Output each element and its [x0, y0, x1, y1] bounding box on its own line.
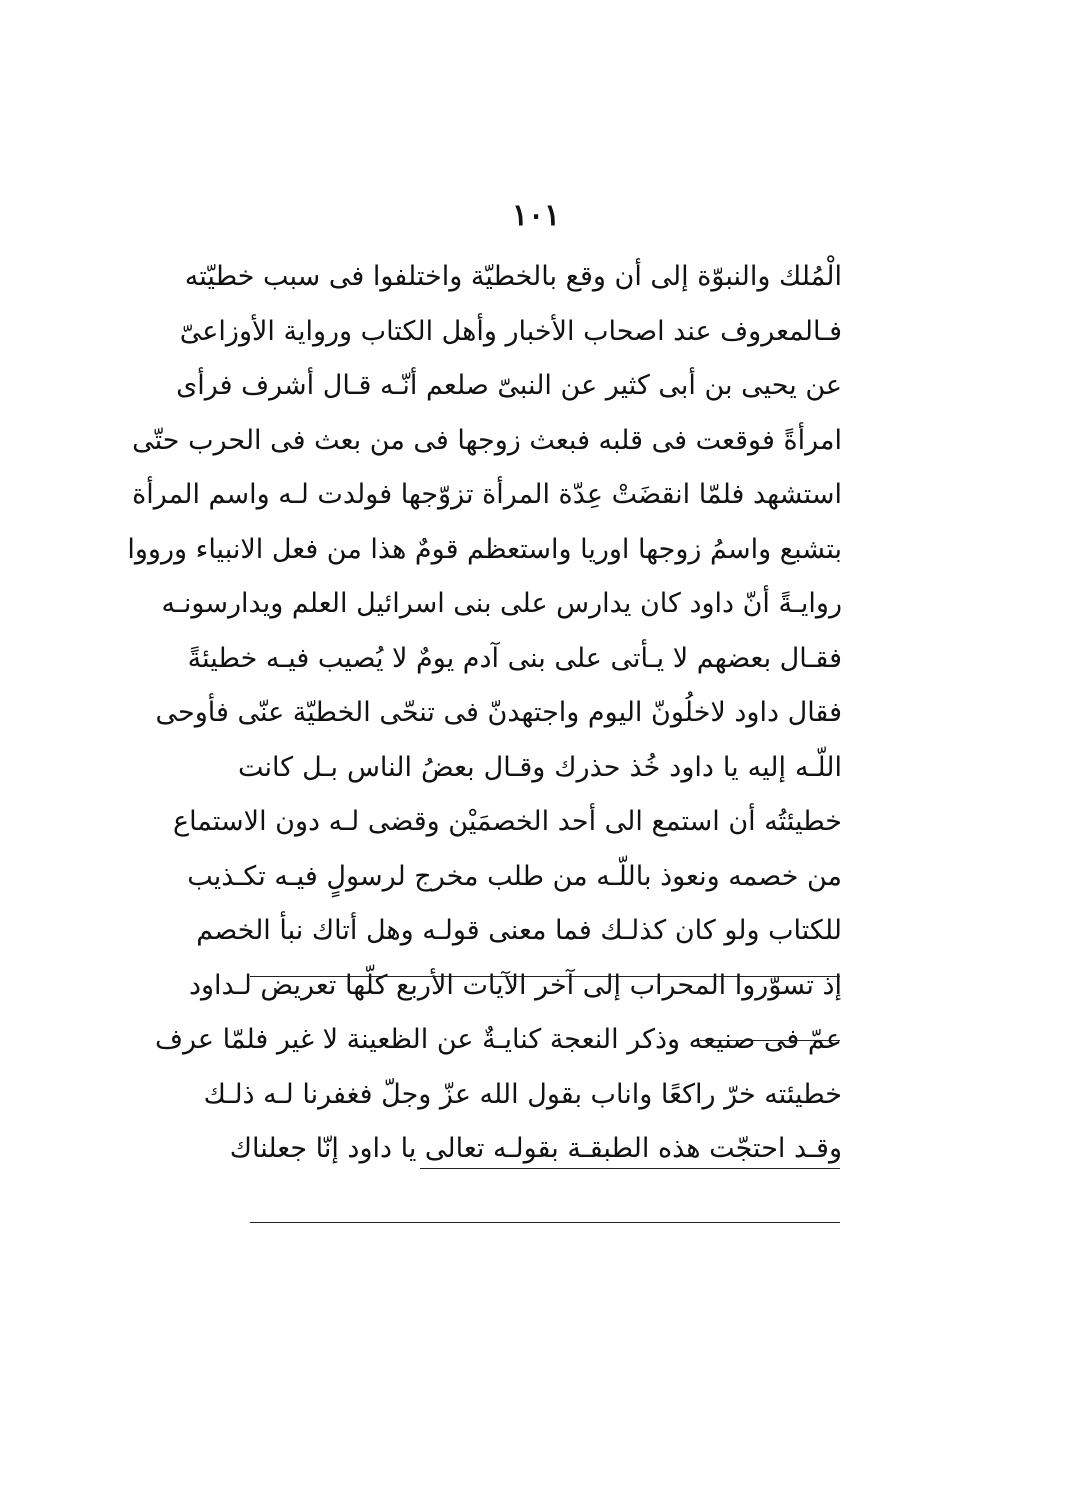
text-line: فقـال بعضهم لا يـأتى على بنى آدم يومٌ لا يُصيب فيـه خطيئةً [187, 642, 842, 674]
text-line: فـالمعروف عند اصحاب الأخبار وأهل الكتاب ورواية الأوزاعىّ [179, 315, 842, 347]
text-line: امرأةً فوقعت فى قلبه فبعث زوجها فى من بعث فى الحرب حتّى [132, 424, 842, 456]
text-line: إذ تسوّروا المحراب إلى آخر الآيات الأربع كلّها تعريض لـداود [188, 969, 842, 1001]
text-line: من خصمه ونعوذ باللّـه من طلب مخرج لرسولٍ فيـه تكـذيب [187, 860, 842, 892]
page-number: ١٠١ [511, 198, 561, 233]
text-line: خطيئته خرّ راكعًا واناب بقول الله عزّ وجلّ فغفرنا لـه ذلـك [203, 1078, 842, 1110]
underline-mark [700, 1040, 840, 1041]
text-line: خطيئتُه أن استمع الى أحد الخصمَيْن وقضى لـه دون الاستماع [172, 806, 842, 837]
underline-mark [250, 1222, 840, 1223]
text-line: عمّ فى صنيعه وذكر النعجة كنايـةٌ عن الظعينة لا غير فلمّا عرف [155, 1024, 842, 1055]
underline-mark [250, 976, 840, 977]
text-line: روايـةً أنّ داود كان يدارس على بنى اسرائيل العلم ويدارسونـه [161, 588, 842, 619]
text-line: عن يحيى بن أبى كثير عن النبىّ صلعم أنّـه قـال أشرف فرأى [176, 370, 842, 401]
text-line: اللّـه إليه يا داود خُذ حذرك وقـال بعضُ الناس بـل كانت [238, 751, 842, 783]
text-line: الْمُلك والنبوّة إلى أن وقع بالخطيّة واختلفوا فى سبب خطيّته [184, 261, 842, 292]
text-line: استشهد فلمّا انقضَتْ عِدّة المرأة تزوّجها فولدت لـه واسم المرأة [132, 479, 842, 510]
text-line: بتشبع واسمُ زوجها اوريا واستعظم قومٌ هذا من فعل الانبياء ورووا [127, 533, 842, 565]
text-line: فقال داود لاخلُونّ اليوم واجتهدنّ فى تنحّى الخطيّة عنّى فأوحى [155, 697, 842, 728]
text-line: للكتاب ولو كان كذلـك فما معنى قولـه وهل أتاك نبأ الخصم [196, 915, 842, 946]
underline-mark [420, 1168, 840, 1169]
text-line: وقـد احتجّت هذه الطبقـة بقولـه تعالى يا داود إنّا جعلناك [229, 1133, 842, 1164]
